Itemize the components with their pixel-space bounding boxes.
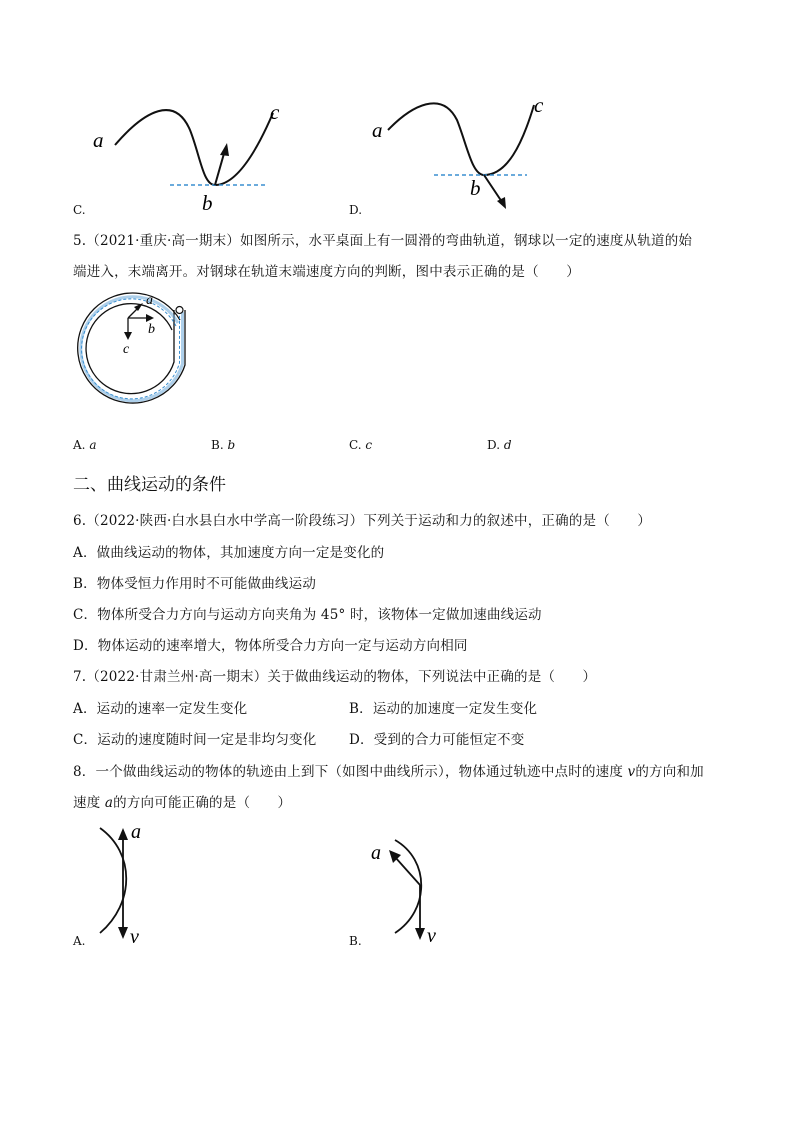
q8-stem-line1 (73, 760, 704, 780)
q5-track-outer-band (81, 297, 183, 401)
q7-option-d[interactable]: D．受到的合力可能恒定不变 (349, 732, 525, 748)
q4-figure-d (362, 90, 572, 220)
q5-label-b: b (148, 322, 155, 337)
q8-stem-line2-post: 的方向可能正确的是（ ） (113, 795, 292, 811)
q5-arrowhead-b (146, 314, 154, 322)
q4d-curve (388, 103, 534, 175)
q5-option-b[interactable] (211, 438, 235, 452)
q8-option-b-label[interactable]: B. (349, 934, 362, 948)
q5-option-d[interactable] (487, 438, 512, 452)
q4d-label-b: b (470, 176, 481, 200)
q5-arrowhead-c (124, 332, 132, 340)
q4c-curve (115, 110, 273, 185)
q5-track-figure (70, 290, 210, 430)
q7-option-b[interactable]: B．运动的加速度一定发生变化 (349, 701, 538, 717)
q8-stem-line1-post: 的方向和加 (635, 764, 704, 780)
q8-stem-v: v (627, 764, 636, 780)
q8-figure-b (365, 835, 455, 950)
q4d-label-c: c (534, 93, 544, 117)
q8a-accel-arrowhead (118, 828, 128, 840)
q5-ball (176, 307, 183, 314)
q6-option-b[interactable]: B．物体受恒力作用时不可能做曲线运动 (73, 576, 317, 592)
q4-figure-c (85, 95, 305, 220)
q6-option-d[interactable]: D．物体运动的速率增大，物体所受合力方向一定与运动方向相同 (73, 638, 468, 654)
q5-option-d-label: D. (487, 438, 501, 452)
q8-stem-a: a (104, 795, 114, 811)
q4-option-c-label: C. (73, 203, 86, 217)
q5-option-d-value: d (503, 438, 512, 452)
q4c-arrowhead (220, 143, 229, 156)
q4-option-d-label: D. (349, 203, 363, 217)
q8-figure-a (90, 818, 160, 948)
q4c-label-b: b (202, 191, 213, 215)
q8-stem-line2-pre: 速度 (73, 795, 105, 811)
q7-option-c[interactable]: C．运动的速度随时间一定是非均匀变化 (73, 732, 317, 748)
section-title: 二、曲线运动的条件 (73, 475, 226, 495)
q5-option-c[interactable] (349, 438, 372, 452)
q5-option-b-label: B. (211, 438, 224, 452)
q5-option-c-value: c (365, 438, 373, 452)
q6-option-c[interactable]: C．物体所受合力方向与运动方向夹角为 45° 时，该物体一定做加速曲线运动 (73, 607, 542, 623)
q8-option-a-label[interactable]: A. (73, 934, 86, 948)
q8a-label-v: v (130, 926, 139, 948)
q7-option-a[interactable]: A．运动的速率一定发生变化 (73, 701, 248, 717)
q5-stem-line1: 5.（2021·重庆·高一期末）如图所示，水平桌面上有一圆滑的弯曲轨道，钢球以一定的速度从轨道的始 (73, 233, 693, 249)
q5-label-a: a (146, 293, 153, 308)
q5-option-a-label: A. (73, 438, 86, 452)
q5-stem-line2: 端进入，末端离开。对钢球在轨道末端速度方向的判断，图中表示正确的是（ ） (73, 264, 580, 280)
q4c-label-c: c (270, 100, 280, 124)
q4d-arrowhead (497, 197, 506, 209)
q4c-label-a: a (93, 128, 104, 152)
q8b-trajectory-curve (395, 840, 421, 933)
q6-stem: 6.（2022·陕西·白水县白水中学高一阶段练习）下列关于运动和力的叙述中，正确的是（ ） (73, 513, 652, 529)
q8b-label-v: v (427, 925, 436, 947)
q4d-label-a: a (372, 118, 383, 142)
q6-option-a[interactable]: A．做曲线运动的物体，其加速度方向一定是变化的 (73, 545, 385, 561)
q8a-label-a: a (131, 821, 141, 843)
q8b-velocity-arrowhead (415, 928, 425, 940)
q4d-velocity-arrow (484, 175, 502, 202)
q5-label-c: c (123, 342, 130, 357)
q8b-label-a: a (371, 842, 381, 864)
q8-stem-line1-pre: 8．一个做曲线运动的物体的轨迹由上到下（如图中曲线所示），物体通过轨迹中点时的速度 (73, 764, 628, 780)
q5-option-b-value: b (227, 438, 236, 452)
q8-stem-line2 (73, 791, 291, 811)
q8a-velocity-arrowhead (118, 927, 128, 939)
q5-option-a[interactable] (73, 438, 96, 452)
q5-track-inner-wall (86, 304, 174, 394)
q7-stem: 7.（2022·甘肃兰州·高一期末）关于做曲线运动的物体，下列说法中正确的是（ ） (73, 669, 597, 685)
q5-option-c-label: C. (349, 438, 362, 452)
q5-option-a-value: a (89, 438, 97, 452)
